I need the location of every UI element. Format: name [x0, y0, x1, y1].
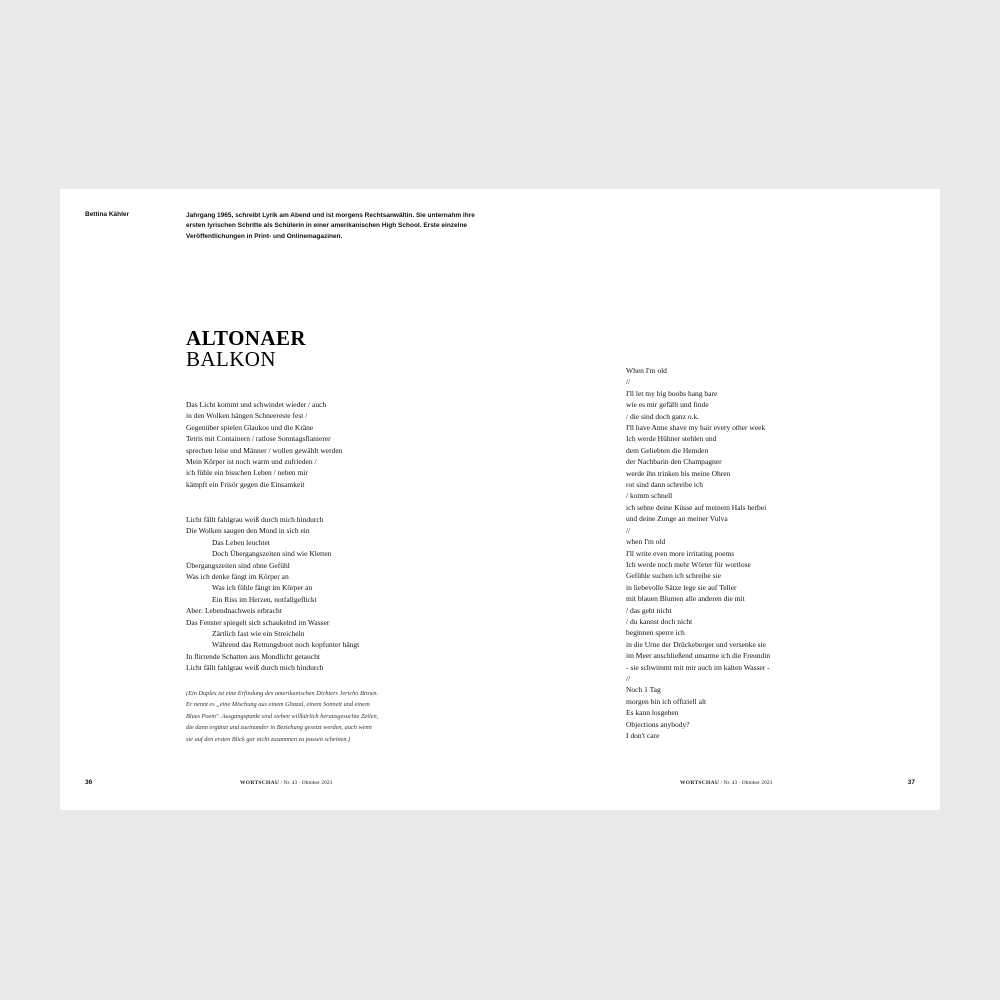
verse-line: rot sind dann schreibe ich — [626, 480, 704, 490]
verse-line: / die sind doch ganz o.k. — [626, 411, 700, 421]
footer-magazine-name: WORTSCHAU — [240, 780, 280, 786]
verse-line: Mein Körper ist noch warm und zufrieden / — [186, 457, 317, 467]
verse-line: I'll let my big boobs hang bare — [626, 388, 718, 398]
verse-line: Doch Übergangszeiten sind wie Kletten — [212, 549, 332, 559]
poem-title-line1: ALTONAER — [186, 326, 306, 350]
verse-line: morgen bin ich offiziell alt — [626, 696, 707, 706]
stanza-2 — [186, 514, 359, 674]
note-line: Blues Poem". Ausgangspunkt sind sieben willkürlich herausgesuchte Zeilen, — [186, 712, 379, 720]
verse-line: when I'm old — [626, 537, 666, 547]
verse-line: dem Geliebten die Hemden — [626, 445, 709, 455]
verse-line: Übergangszeiten sind ohne Gefühl — [186, 560, 290, 570]
verse-line: kämpft ein Frisör gegen die Einsamkeit — [186, 479, 305, 489]
verse-line: In flirrende Schatten aus Mondlicht getaucht — [186, 651, 320, 661]
bio-line: Jahrgang 1965, schreibt Lyrik am Abend und ist morgens Rechtsanwältin. Sie unternahm ihre — [186, 212, 475, 219]
verse-line: // — [626, 377, 631, 387]
verse-line: und deine Zunge an meiner Vulva — [626, 514, 728, 524]
note-line: Er nennt es „eine Mischung aus einem Ghazal, einem Sonnett und einem — [186, 701, 370, 709]
verse-line: // — [626, 673, 631, 683]
poem-title-line2: BALKON — [186, 347, 276, 371]
verse-line: / das geht nicht — [626, 605, 672, 615]
footer-issue: / Nr. 43 · Oktober 2023 — [280, 780, 333, 786]
page-number-left: 36 — [85, 779, 93, 786]
poem-title — [186, 328, 306, 370]
verse-line: Tetris mit Containern / ratlose Sonntagsflanierer — [186, 434, 331, 444]
verse-line: Objections anybody? — [626, 719, 690, 729]
bio-line: Veröffentlichungen in Print- und Onlinemagazinen. — [186, 232, 343, 240]
verse-line: wie es mir gefällt und finde — [626, 400, 709, 410]
verse-line: Gegenüber spielen Glaukos und die Kräne — [186, 422, 314, 432]
footer-left — [240, 780, 332, 786]
verse-line: Es kann losgehen — [626, 708, 679, 718]
verse-line: Zärtlich fast wie ein Streicheln — [212, 629, 305, 639]
note-line: (Ein Duplex ist eine Erfindung des amerikanischen Dichters Jericho Brown. — [186, 690, 379, 697]
verse-line: Ich werde Hühner stehlen und — [626, 434, 717, 444]
note-line: die dann ergänzt und zueinander in Beziehung gesetzt werden, auch wenn — [186, 724, 372, 732]
author-name: Bettina Kähler — [85, 211, 130, 218]
verse-line: beginnen sperre ich — [626, 628, 685, 638]
page-number-right: 37 — [907, 779, 915, 786]
verse-line: - sie schwimmt mit mir auch im kalten Wasser - — [626, 662, 770, 672]
author-bio — [186, 211, 475, 242]
verse-line: I don't care — [626, 731, 660, 740]
verse-line: ich sehne deine Küsse auf meinem Hals herbei — [626, 502, 767, 512]
verse-line: Die Wolken saugen den Mond in sich ein — [186, 526, 310, 536]
note-line: sie auf den ersten Blick gar nicht zusammen zu passen scheinen.) — [186, 735, 351, 743]
verse-line: sprechen leise und Männer / wollen gewählt werden — [186, 445, 343, 455]
verse-line: Gefühle suchen ich schreibe sie — [626, 571, 721, 581]
verse-line: Was ich denke fängt im Körper an — [186, 572, 289, 582]
verse-line: in den Wolken hängen Schneereste fest / — [186, 411, 308, 421]
second-poem — [626, 365, 770, 741]
verse-line: I'll have Anne shave my hair every other week — [626, 423, 766, 433]
verse-line: Das Licht kommt und schwindet wieder / auch — [186, 400, 327, 409]
verse-line: Ich werde noch mehr Wörter für wortlose — [626, 559, 751, 569]
verse-line: der Nachbarin den Champagner — [626, 457, 722, 467]
verse-line: Das Leben leuchtet — [212, 537, 270, 547]
verse-line: I'll write even more irritating poems — [626, 548, 735, 558]
verse-line: Das Fenster spiegelt sich schaukelnd im Wasser — [186, 617, 330, 627]
verse-line: Während das Rettungsboot noch kopfunter hängt — [212, 640, 360, 650]
verse-line: // — [626, 525, 631, 535]
magazine-spread — [60, 189, 940, 810]
verse-line: Was ich fühle fängt im Körper an — [212, 583, 313, 593]
verse-line: mit blauen Blumen alle anderen die mit — [626, 594, 745, 604]
verse-line: Ein Riss im Herzen, notfallgeflickt — [212, 594, 317, 604]
footer-issue: / Nr. 43 · Oktober 2023 — [720, 780, 773, 786]
verse-line: ich fühle ein bisschen Leben / neben mir — [186, 468, 308, 478]
verse-line: Aber: Lebendnachweis erbracht — [186, 606, 282, 616]
footer-magazine-name: WORTSCHAU — [680, 780, 720, 786]
verse-line: in die Urne der Drückeberger und versenke sie — [626, 639, 767, 649]
verse-line: Licht fällt fahlgrau weiß durch mich hindurch — [186, 663, 324, 673]
verse-line: in liebevolle Sätze lege sie auf Teller — [626, 582, 737, 592]
bio-line: ersten lyrischen Schritte als Schülerin in einer amerikanischen High School. Erste einzelne — [186, 222, 468, 230]
verse-line: im Meer anschließend umarme ich die Freundin — [626, 651, 771, 661]
verse-line: / du kannst doch nicht — [626, 616, 693, 626]
duplex-note — [186, 688, 378, 745]
verse-line: werde ihn trinken bis meine Ohren — [626, 468, 731, 478]
footer-right — [680, 780, 772, 786]
verse-line: Noch 1 Tag — [626, 685, 661, 695]
verse-line: Licht fällt fahlgrau weiß durch mich hindurch — [186, 515, 324, 524]
stanza-1 — [186, 399, 342, 490]
verse-line: When I'm old — [626, 366, 667, 375]
verse-line: / komm schnell — [626, 491, 673, 501]
